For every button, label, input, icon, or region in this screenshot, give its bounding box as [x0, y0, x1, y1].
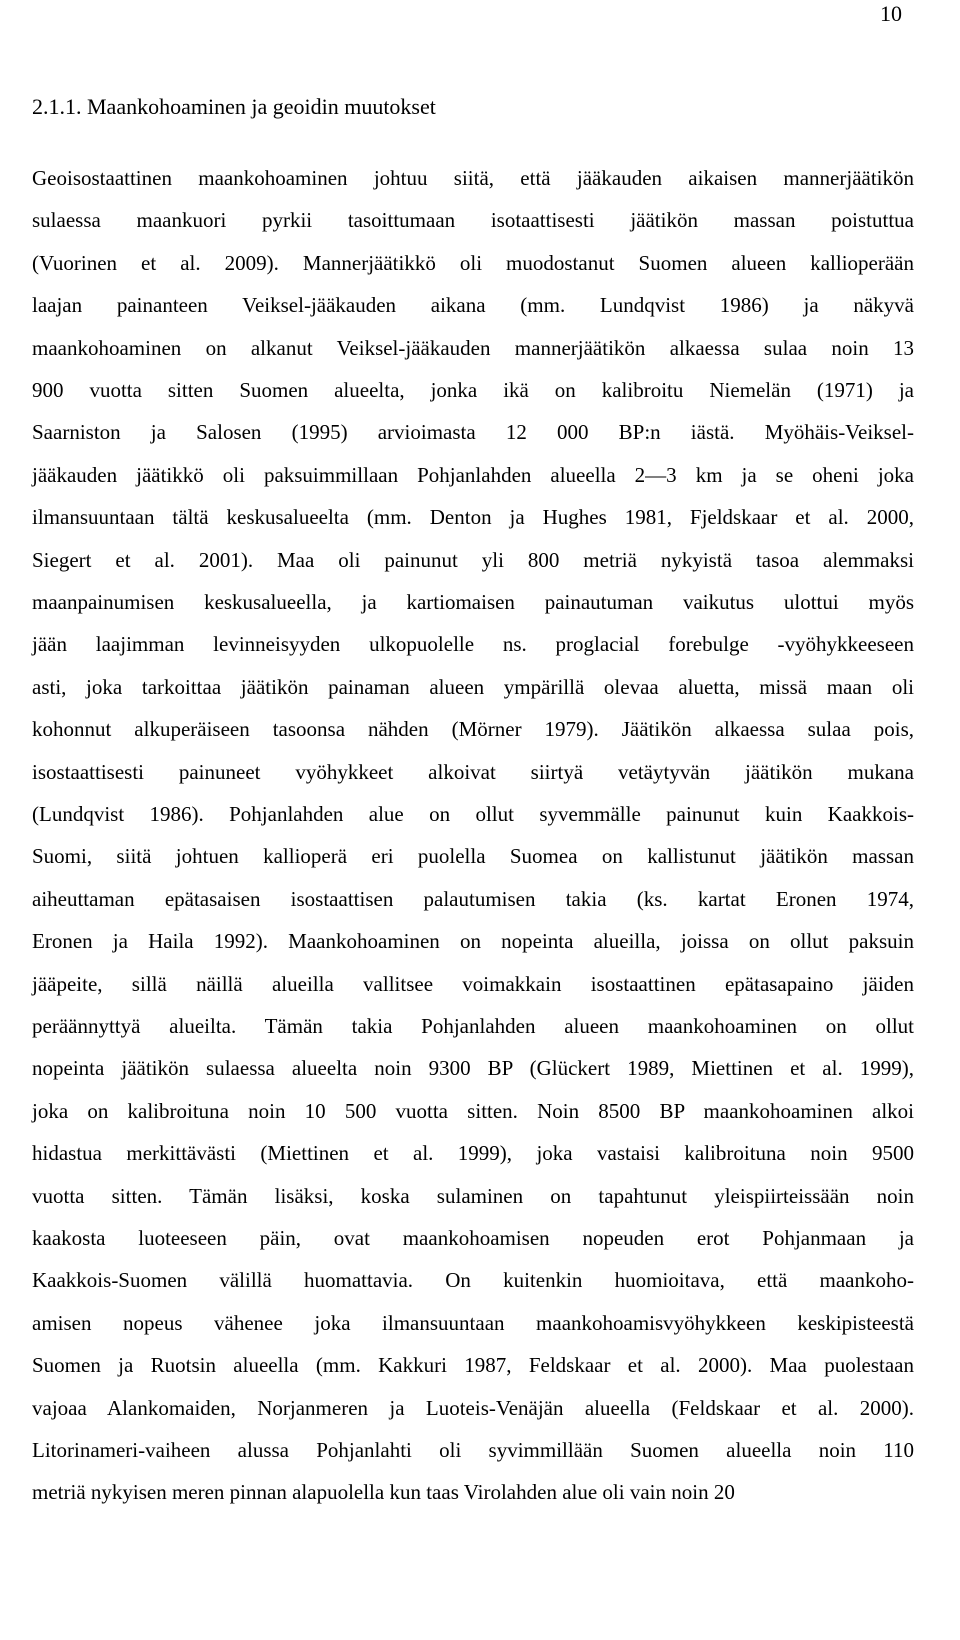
- paragraph-line: jääpeite, sillä näillä alueilla vallitsee voimakkain isostaattinen epätasapaino jäiden: [32, 971, 914, 996]
- paragraph-line: maanpainumisen keskusalueella, ja kartiomaisen painautuman vaikutus ulottui myös: [32, 590, 914, 614]
- paragraph-line: jään laajimman levinneisyyden ulkopuolelle ns. proglacial forebulge -vyöhykkeeseen: [32, 632, 914, 657]
- paragraph-line: joka on kalibroituna noin 10 500 vuotta sitten. Noin 8500 BP maankohoaminen alkoi: [32, 1098, 914, 1123]
- paragraph-line: 900 vuotta sitten Suomen alueelta, jonka ikä on kalibroitu Niemelän (1971) ja: [32, 378, 914, 402]
- paragraph-line: isostaattisesti painuneet vyöhykkeet alkoivat siirtyä vetäytyvän jäätikön mukana: [32, 759, 914, 784]
- paragraph-line: Litorinameri-vaiheen alussa Pohjanlahti oli syvimmillään Suomen alueella noin 110: [32, 1438, 914, 1462]
- paragraph-line: Saarniston ja Salosen (1995) arvioimasta 12 000 BP:n iästä. Myöhäis-Veiksel-: [32, 420, 914, 445]
- paragraph-line: peräännyttyä alueilta. Tämän takia Pohjanlahden alueen maankohoaminen on ollut: [32, 1014, 914, 1038]
- paragraph-line: Geoisostaattinen maankohoaminen johtuu siitä, että jääkauden aikaisen mannerjäätikön: [32, 166, 914, 190]
- page-number: 10: [880, 1, 902, 26]
- paragraph-line: (Vuorinen et al. 2009). Mannerjäätikkö oli muodostanut Suomen alueen kallioperään: [32, 250, 914, 275]
- paragraph-line: Siegert et al. 2001). Maa oli painunut yli 800 metriä nykyistä tasoa alemmaksi: [32, 547, 914, 572]
- paragraph-line: asti, joka tarkoittaa jäätikön painaman alueen ympärillä olevaa aluetta, missä maan oli: [32, 674, 914, 699]
- paragraph-line: maankohoaminen on alkanut Veiksel-jääkauden mannerjäätikön alkaessa sulaa noin 13: [32, 335, 914, 360]
- paragraph-line: jääkauden jäätikkö oli paksuimmillaan Pohjanlahden alueella 2—3 km ja se oheni joka: [32, 462, 914, 487]
- paragraph-line: hidastua merkittävästi (Miettinen et al. 1999), joka vastaisi kalibroituna noin 9500: [32, 1141, 914, 1166]
- paragraph-line: ilmansuuntaan tältä keskusalueelta (mm. Denton ja Hughes 1981, Fjeldskaar et al. 2000,: [32, 505, 914, 530]
- paragraph-line: aiheuttaman epätasaisen isostaattisen palautumisen takia (ks. kartat Eronen 1974,: [32, 886, 914, 911]
- paragraph-line: metriä nykyisen meren pinnan alapuolella kun taas Virolahden alue oli vain noin 20: [32, 1480, 735, 1505]
- paragraph-line: vajoaa Alankomaiden, Norjanmeren ja Luoteis-Venäjän alueella (Feldskaar et al. 2000).: [32, 1395, 914, 1420]
- paragraph-line: laajan painanteen Veiksel-jääkauden aikana (mm. Lundqvist 1986) ja näkyvä: [32, 293, 914, 318]
- paragraph-line: vuotta sitten. Tämän lisäksi, koska sulaminen on tapahtunut yleispiirteissään noin: [32, 1183, 914, 1208]
- paragraph-line: kaakosta luoteeseen päin, ovat maankohoamisen nopeuden erot Pohjanmaan ja: [32, 1226, 914, 1250]
- paragraph-line: kohonnut alkuperäiseen tasoonsa nähden (Mörner 1979). Jäätikön alkaessa sulaa pois,: [32, 717, 914, 742]
- section-heading: 2.1.1. Maankohoaminen ja geoidin muutokset: [32, 94, 436, 119]
- paragraph-line: Eronen ja Haila 1992). Maankohoaminen on nopeinta alueilla, joissa on ollut paksuin: [32, 929, 914, 954]
- paragraph-line: sulaessa maankuori pyrkii tasoittumaan isotaattisesti jäätikön massan poistuttua: [32, 208, 914, 233]
- paragraph-line: nopeinta jäätikön sulaessa alueelta noin 9300 BP (Glückert 1989, Miettinen et al. 1999),: [32, 1056, 914, 1081]
- paragraph-line: amisen nopeus vähenee joka ilmansuuntaan maankohoamisvyöhykkeen keskipisteestä: [32, 1310, 914, 1335]
- paragraph-line: Suomi, siitä johtuen kallioperä eri puolella Suomea on kallistunut jäätikön massan: [32, 844, 914, 869]
- paragraph-line: Suomen ja Ruotsin alueella (mm. Kakkuri 1987, Feldskaar et al. 2000). Maa puolestaan: [32, 1353, 914, 1378]
- paragraph-line: (Lundqvist 1986). Pohjanlahden alue on ollut syvemmälle painunut kuin Kaakkois-: [32, 802, 914, 826]
- paragraph-line: Kaakkois-Suomen välillä huomattavia. On kuitenkin huomioitava, että maankoho-: [32, 1268, 914, 1293]
